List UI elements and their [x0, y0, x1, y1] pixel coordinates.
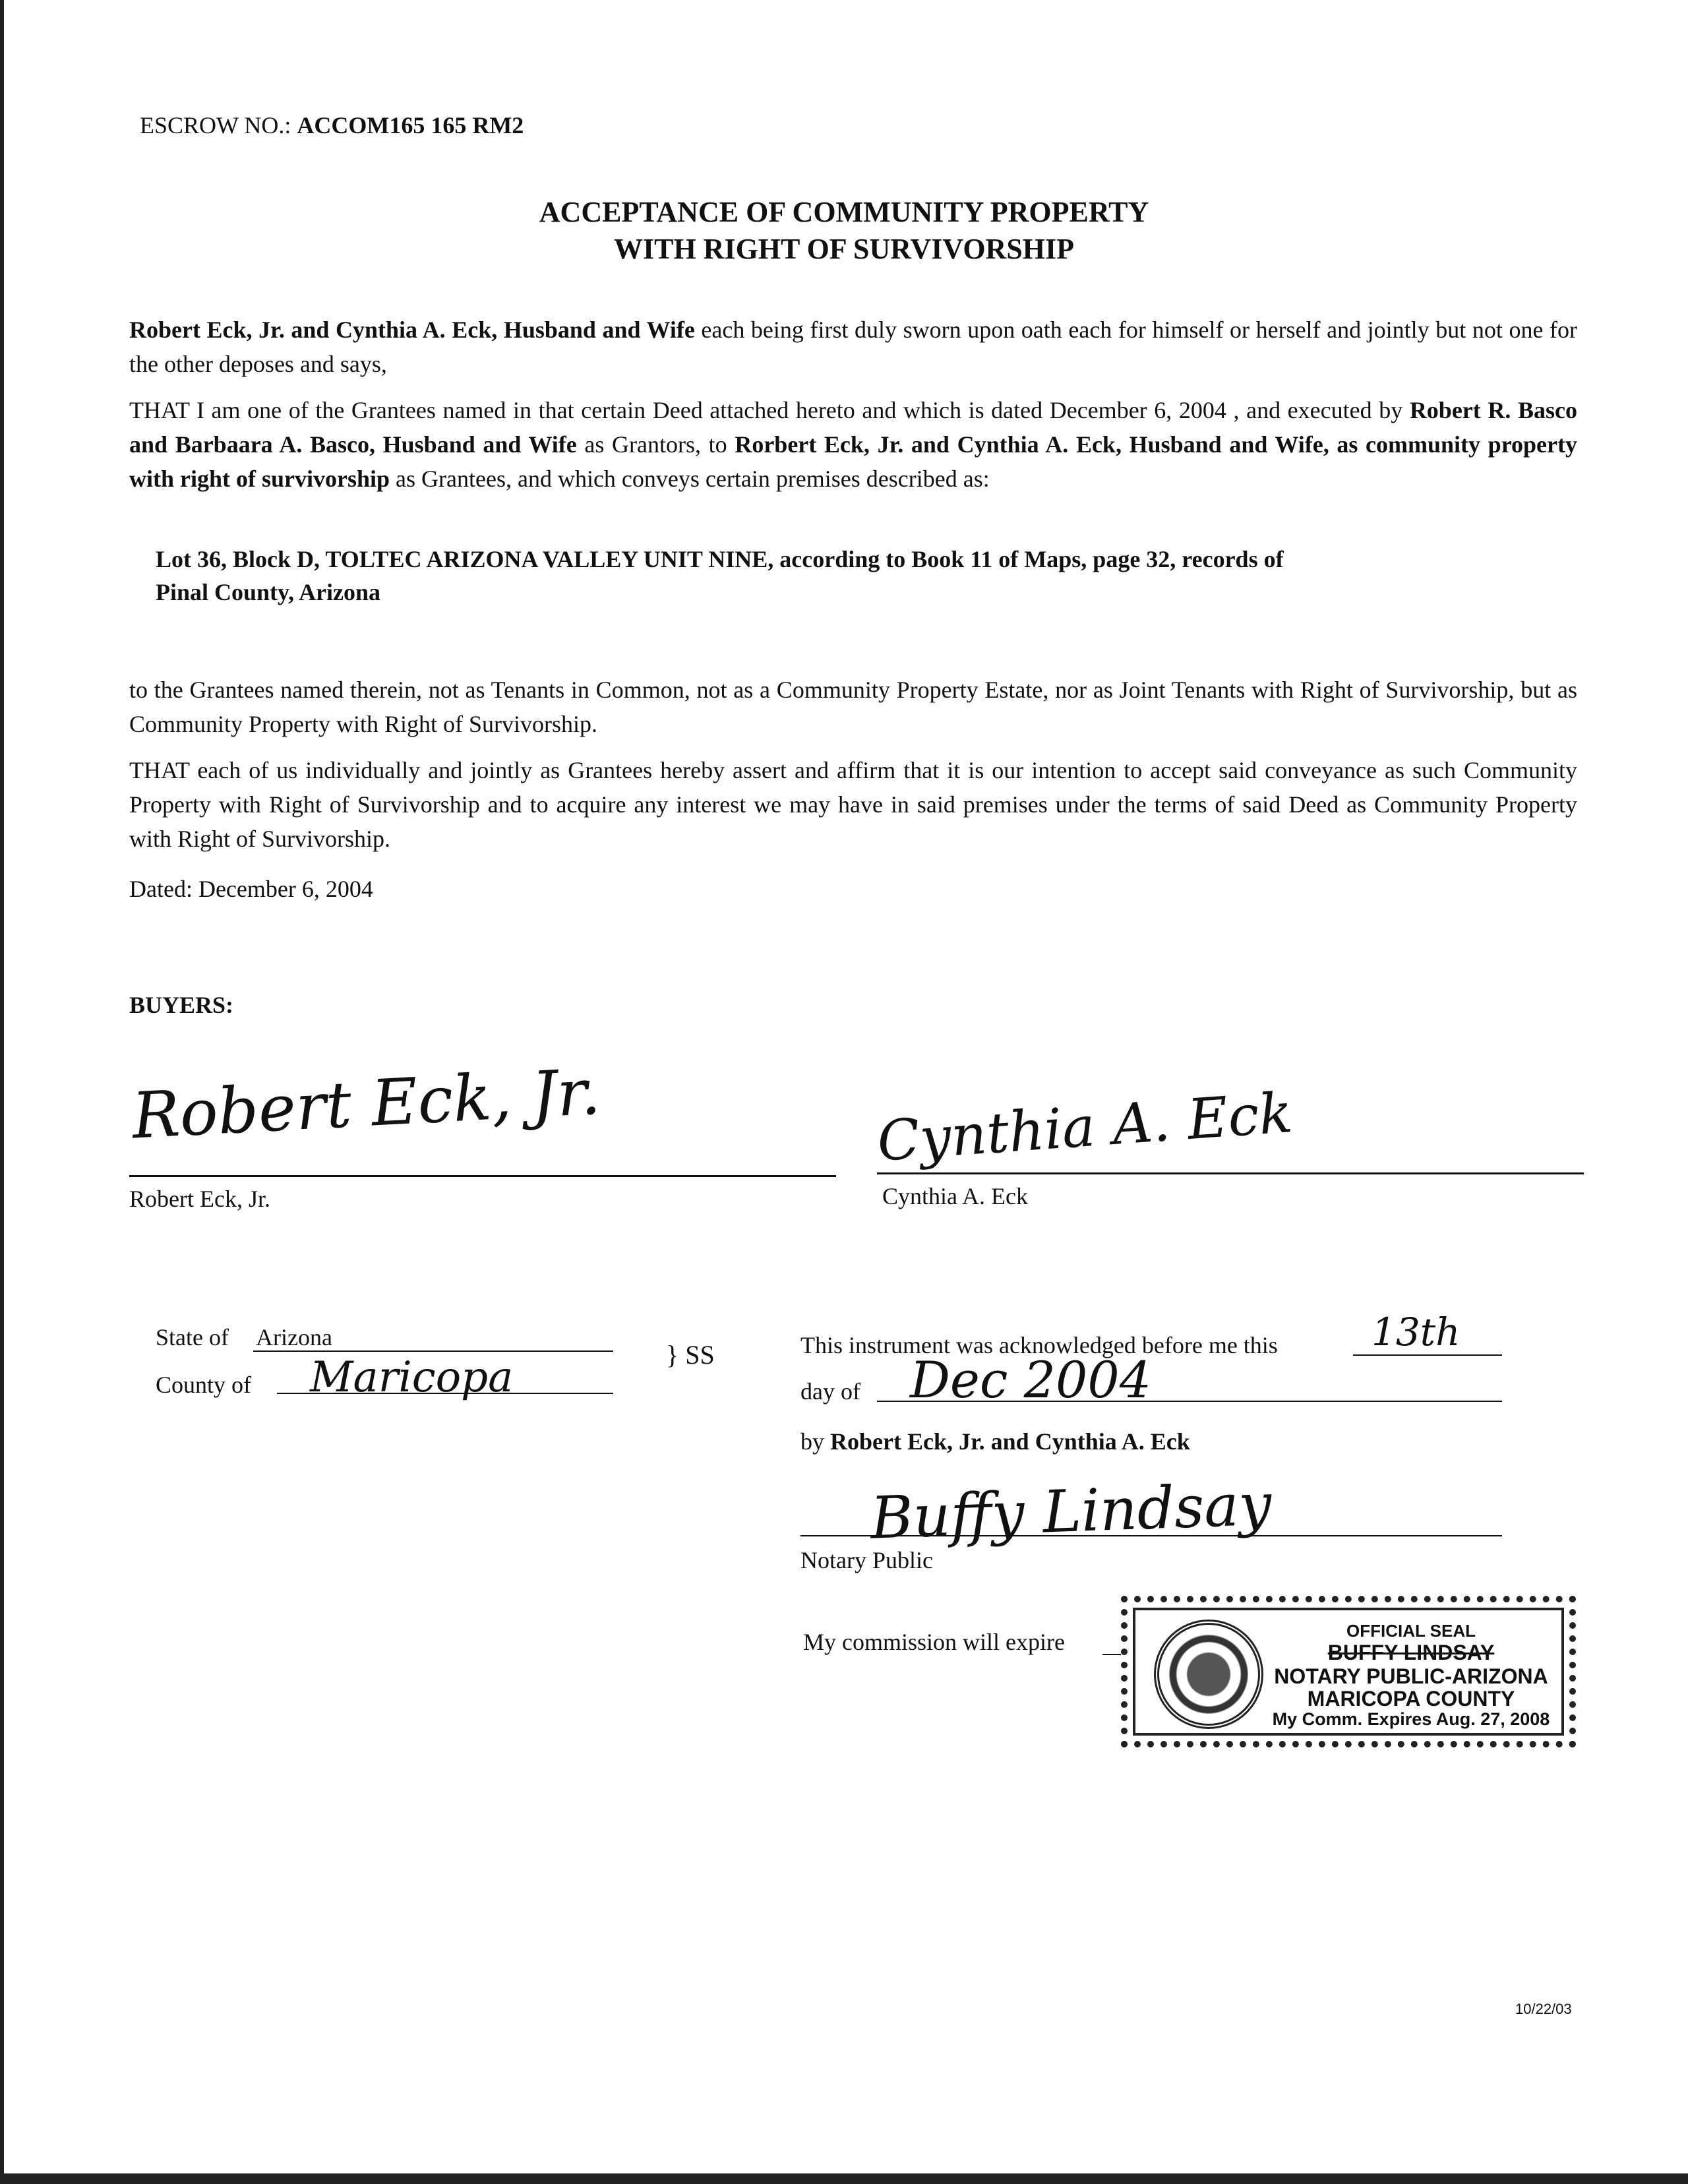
form-revision-date: 10/22/03	[1515, 2001, 1572, 2017]
escrow-number: ACCOM165 165 RM2	[297, 112, 524, 138]
escrow-label: ESCROW NO.:	[140, 112, 291, 138]
acknowledgment-month-year: Dec 2004	[910, 1350, 1152, 1409]
paragraph-grantees	[129, 393, 1577, 496]
grantee-vesting: Rorbert Eck, Jr. and Cynthia A. Eck, Husband and Wife, as community property with right of survivorship	[129, 431, 1577, 492]
seal-line1: OFFICIAL SEAL	[1346, 1621, 1476, 1641]
notary-public-label: Notary Public	[800, 1547, 933, 1573]
acknowledgment-by-line	[800, 1424, 1190, 1459]
buyer1-signature: Robert Eck, Jr.	[130, 1054, 603, 1153]
paragraph-deponents	[129, 313, 1577, 381]
buyer2-signature-line	[877, 1172, 1584, 1174]
notary-signature-line	[800, 1535, 1502, 1536]
state-label: State of	[156, 1324, 229, 1350]
seal-county: MARICOPA COUNTY	[1307, 1687, 1515, 1711]
legal-description-line2: Pinal County, Arizona	[156, 579, 381, 605]
p2-text-c: as Grantors, to	[576, 431, 735, 458]
buyer2-name: Cynthia A. Eck	[882, 1183, 1028, 1209]
scan-edge-left	[0, 0, 4, 2184]
county-line	[277, 1393, 613, 1394]
legal-description-line1: Lot 36, Block D, TOLTEC ARIZONA VALLEY UNIT NINE, according to Book 11 of Maps, page 32, records of	[156, 546, 1284, 572]
commission-label: My commission will expire	[803, 1629, 1065, 1655]
notary-signature: Buffy Lindsay	[869, 1470, 1273, 1552]
state-value: Arizona	[256, 1324, 332, 1350]
document-title-line1: ACCEPTANCE OF COMMUNITY PROPERTY	[539, 196, 1149, 228]
paragraph-affirmation: THAT each of us individually and jointly as Grantees hereby assert and affirm that it is our intention to accept said conveyance as such Community Property with Right of Survivorship and to acquire any interest we may have in said premises under the terms of said Deed as Community Property with Right of Survivorship.	[129, 757, 1577, 852]
buyer1-name: Robert Eck, Jr.	[129, 1186, 270, 1212]
seal-line3: NOTARY PUBLIC-ARIZONA	[1274, 1664, 1548, 1688]
seal-notary-name: BUFFY LINDSAY	[1327, 1641, 1495, 1664]
buyer1-signature-line	[129, 1175, 836, 1177]
day-line	[1353, 1354, 1502, 1356]
county-label: County of	[156, 1372, 252, 1398]
deponent-names: Robert Eck, Jr. and Cynthia A. Eck, Husband and Wife	[129, 317, 695, 343]
acknowledgment-day: 13th	[1372, 1310, 1461, 1354]
paragraph-tenancy: to the Grantees named therein, not as Tenants in Common, not as a Community Property Estate, nor as Joint Tenants with Right of Survivorship, but as Community Property with Right of Survivorship.	[129, 677, 1577, 737]
notary-seal-stamp	[1121, 1596, 1576, 1747]
p2-text-e: as Grantees, and which conveys certain premises described as:	[390, 466, 990, 492]
grantor-names: Robert R. Basco and Barbaara A. Basco, Husband and Wife	[129, 397, 1577, 458]
escrow-line	[140, 108, 524, 142]
day-of-label: day of	[800, 1378, 860, 1405]
month-year-line	[877, 1401, 1502, 1402]
county-value: Maricopa	[310, 1353, 514, 1402]
dated-line: Dated: December 6, 2004	[129, 876, 373, 902]
buyers-label: BUYERS:	[129, 992, 234, 1018]
state-seal-emblem-icon	[1154, 1620, 1263, 1729]
acknowledgment-text: This instrument was acknowledged before me this	[800, 1332, 1278, 1358]
buyer2-signature: Cynthia A. Eck	[875, 1080, 1295, 1174]
state-line	[253, 1350, 613, 1352]
p2-text-a: THAT I am one of the Grantees named in that certain Deed attached hereto and which is dated December 6, 2004 , and executed by	[129, 397, 1410, 423]
by-prefix: by	[800, 1428, 830, 1455]
deponent-text: each being first duly sworn upon oath each for himself or herself and jointly but not one for the other deposes and says,	[129, 317, 1577, 377]
seal-expiration: My Comm. Expires Aug. 27, 2008	[1272, 1709, 1550, 1729]
document-title-line2: WITH RIGHT OF SURVIVORSHIP	[613, 233, 1075, 265]
acknowledging-parties: Robert Eck, Jr. and Cynthia A. Eck	[830, 1428, 1190, 1455]
ss-mark: } SS	[666, 1340, 715, 1370]
scan-edge-bottom	[0, 2173, 1688, 2184]
